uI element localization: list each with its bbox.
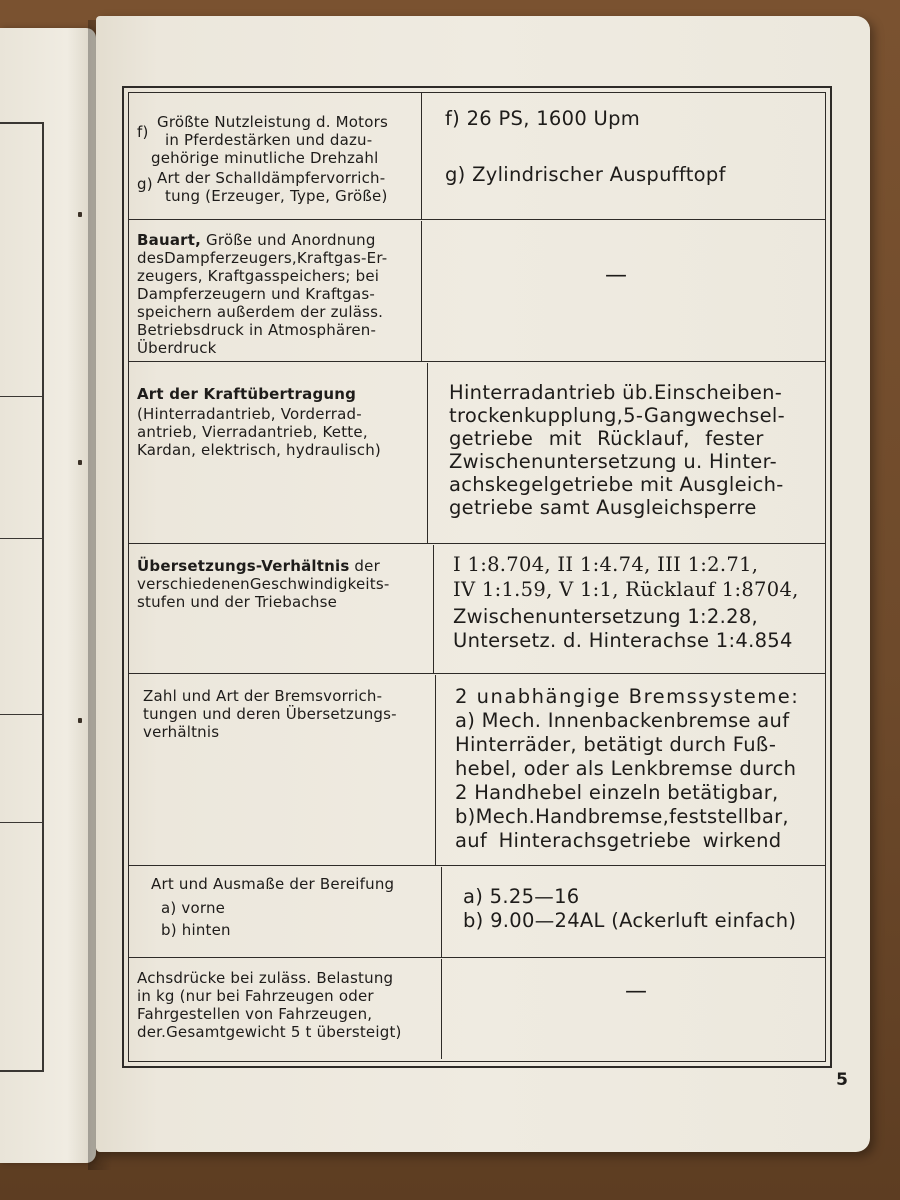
- value-line: achskegelgetriebe mit Ausgleich-: [449, 473, 784, 496]
- column-divider: [421, 93, 422, 219]
- label-line: Zahl und Art der Bremsvorrich-: [143, 687, 383, 705]
- value-line: b) 9.00—24AL (Ackerluft einfach): [463, 909, 797, 932]
- label-marker: g): [137, 175, 153, 193]
- left-page-rule: [0, 396, 42, 397]
- label-title: Art der Kraftübertragung: [137, 385, 357, 403]
- row-divider: [129, 361, 825, 362]
- empty-value-dash: —: [605, 263, 627, 288]
- label-line: Übersetzungs-Verhältnis der: [137, 557, 380, 575]
- value-line: getriebe mit Rücklauf, fester: [449, 427, 764, 450]
- label-line: Art der Schalldämpfervorrich-: [157, 169, 386, 187]
- value-line: hebel, oder als Lenkbremse durch: [455, 757, 797, 780]
- label-bold-term: Bauart,: [137, 231, 202, 249]
- column-divider: [433, 545, 434, 673]
- value-line: Zwischenuntersetzung 1:2.28,: [453, 605, 759, 628]
- column-divider: [427, 363, 428, 543]
- value-line: 2 Handhebel einzeln betätigbar,: [455, 781, 779, 804]
- left-page-rule: [0, 822, 42, 823]
- page-number: 5: [836, 1070, 848, 1090]
- label-line: Dampferzeugern und Kraftgas-: [137, 285, 376, 303]
- table-row: [129, 545, 825, 673]
- label-line: Fahrgestellen von Fahrzeugen,: [137, 1005, 373, 1023]
- label-marker: f): [137, 123, 149, 141]
- value-line: Hinterradantrieb üb.Einscheiben-: [449, 381, 783, 404]
- value-line: a) 5.25—16: [463, 885, 580, 908]
- label-line: gehörige minutliche Drehzahl: [151, 149, 379, 167]
- label-line: stufen und der Triebachse: [137, 593, 338, 611]
- value-line: Zwischenuntersetzung u. Hinter-: [449, 450, 777, 473]
- spec-table: [128, 92, 826, 1062]
- table-row: [129, 675, 825, 865]
- label-line: Kardan, elektrisch, hydraulisch): [137, 441, 381, 459]
- label-line: der.Gesamtgewicht 5 t übersteigt): [137, 1023, 402, 1041]
- left-page-rule: [0, 538, 42, 539]
- value-line: auf Hinterachsgetriebe wirkend: [455, 829, 782, 852]
- label-line: a) vorne: [161, 899, 226, 917]
- table-outer-frame: [122, 86, 832, 1068]
- label-line: verhältnis: [143, 723, 220, 741]
- label-line: tung (Erzeuger, Type, Größe): [165, 187, 388, 205]
- staple-mark: [78, 718, 82, 723]
- label-line: Achsdrücke bei zuläss. Belastung: [137, 969, 394, 987]
- column-divider: [421, 221, 422, 361]
- value-line: I 1:8.704, II 1:4.74, III 1:2.71,: [453, 553, 759, 576]
- label-line: in kg (nur bei Fahrzeugen oder: [137, 987, 374, 1005]
- value-line: b)Mech.Handbremse,feststellbar,: [455, 805, 789, 828]
- row-divider: [129, 673, 825, 674]
- value-line: trockenkupplung,5-Gangwechsel-: [449, 404, 785, 427]
- staple-mark: [78, 212, 82, 217]
- column-divider: [441, 959, 442, 1059]
- value-line: IV 1:1.59, V 1:1, Rücklauf 1:8704,: [453, 578, 799, 601]
- label-line: b) hinten: [161, 921, 231, 939]
- label-line: Größte Nutzleistung d. Motors: [157, 113, 389, 131]
- column-divider: [441, 867, 442, 957]
- table-row: [129, 93, 825, 219]
- row-divider: [129, 957, 825, 958]
- value-line: getriebe samt Ausgleichsperre: [449, 496, 757, 519]
- label-line: verschiedenenGeschwindigkeits-: [137, 575, 390, 593]
- label-line: desDampferzeugers,Kraftgas-Er-: [137, 249, 388, 267]
- empty-value-dash: —: [625, 979, 647, 1004]
- value-line: Hinterräder, betätigt durch Fuß-: [455, 733, 777, 756]
- table-row: [129, 221, 825, 361]
- left-facing-page: [0, 28, 96, 1163]
- left-page-rule: [0, 714, 42, 715]
- row-divider: [129, 543, 825, 544]
- value-line: a) Mech. Innenbackenbremse auf: [455, 709, 790, 732]
- table-row: [129, 959, 825, 1059]
- staple-mark: [78, 460, 82, 465]
- label-line: zeugers, Kraftgasspeichers; bei: [137, 267, 380, 285]
- row-divider: [129, 219, 825, 220]
- document-page: [96, 16, 870, 1152]
- left-page-table-edge: [0, 122, 44, 1072]
- value-line: 2 unabhängige Bremssysteme:: [455, 685, 800, 708]
- label-line: speichern außerdem der zuläss.: [137, 303, 384, 321]
- value-line: f) 26 PS, 1600 Upm: [445, 107, 641, 130]
- label-line: Überdruck: [137, 339, 217, 357]
- label-line: Betriebsdruck in Atmosphären-: [137, 321, 377, 339]
- label-line: Bauart, Größe und Anordnung: [137, 231, 376, 249]
- label-line: antrieb, Vierradantrieb, Kette,: [137, 423, 368, 441]
- label-line: in Pferdestärken und dazu-: [165, 131, 373, 149]
- label-line: Art und Ausmaße der Bereifung: [151, 875, 395, 893]
- column-divider: [435, 675, 436, 865]
- table-row: [129, 867, 825, 957]
- label-line: (Hinterradantrieb, Vorderrad-: [137, 405, 362, 423]
- label-line: tungen und deren Übersetzungs-: [143, 705, 397, 723]
- value-line: g) Zylindrischer Auspufftopf: [445, 163, 726, 186]
- table-row: [129, 363, 825, 543]
- label-bold-term: Übersetzungs-Verhältnis: [137, 557, 350, 575]
- row-divider: [129, 865, 825, 866]
- value-line: Untersetz. d. Hinterachse 1:4.854: [453, 629, 793, 652]
